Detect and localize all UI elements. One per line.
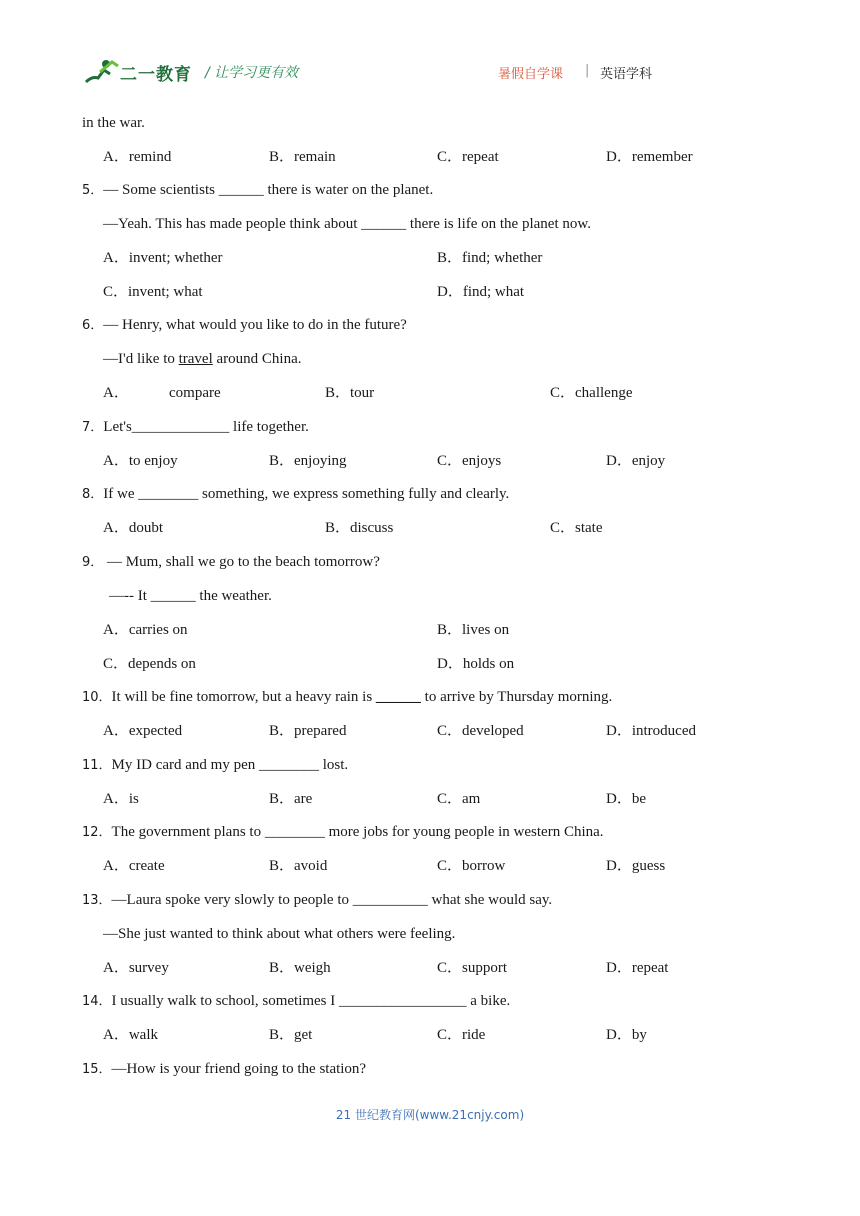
- question-text: —-- It ______ the weather.: [109, 588, 272, 604]
- option[interactable]: C．depends on: [103, 656, 196, 672]
- option[interactable]: compare: [169, 385, 221, 401]
- option-letter[interactable]: A．: [103, 385, 129, 401]
- question-number: 8．: [82, 487, 104, 502]
- subject-label: 英语学科: [600, 67, 653, 82]
- option[interactable]: B．discuss: [325, 520, 394, 536]
- option[interactable]: A．carries on: [103, 622, 188, 638]
- question-text: —Laura spoke very slowly to people to __________ what she would say.: [111, 892, 553, 908]
- question-text: The government plans to ________ more jobs for young people in western China.: [111, 824, 604, 840]
- question-5: [82, 181, 433, 200]
- question-text: I usually walk to school, sometimes I _________________ a bike.: [111, 993, 511, 1009]
- option[interactable]: D．introduced: [606, 723, 696, 739]
- question-text: — Some scientists ______ there is water on the planet.: [103, 182, 434, 198]
- brand-name: 二一教育: [120, 65, 192, 85]
- question-number: 5．: [82, 183, 104, 198]
- text-segment: around China.: [212, 351, 302, 367]
- option[interactable]: D．by: [606, 1027, 647, 1043]
- page-footer[interactable]: 21 世纪教育网(www.21cnjy.com): [335, 1108, 525, 1122]
- option[interactable]: D．holds on: [437, 656, 515, 672]
- question-11: [82, 756, 348, 775]
- question-10: [82, 688, 612, 707]
- option[interactable]: B．find; whether: [437, 250, 543, 266]
- option[interactable]: C．state: [550, 520, 603, 536]
- question-number: 14．: [82, 994, 112, 1009]
- option[interactable]: C．borrow: [437, 858, 506, 874]
- underlined-word: travel: [178, 351, 213, 367]
- option[interactable]: D．guess: [606, 858, 666, 874]
- option[interactable]: A．to enjoy: [103, 453, 178, 469]
- question-8: [82, 485, 509, 504]
- question-number: 10．: [82, 690, 112, 705]
- question-13: [82, 891, 552, 910]
- question-text: —Yeah. This has made people think about ______ there is life on the planet now.: [103, 216, 591, 232]
- option[interactable]: B．enjoying: [269, 453, 347, 469]
- question-text: If we ________ something, we express something fully and clearly.: [103, 486, 510, 502]
- question-text: in the war.: [82, 115, 145, 131]
- question-text: — Mum, shall we go to the beach tomorrow?: [103, 554, 380, 570]
- slogan: / 让学习更有效: [205, 65, 299, 81]
- question-number: 13．: [82, 893, 112, 908]
- option[interactable]: B．remain: [269, 149, 336, 165]
- question-number: 11．: [82, 758, 112, 773]
- option[interactable]: C．developed: [437, 723, 524, 739]
- option[interactable]: C．repeat: [437, 149, 499, 165]
- question-text: [103, 350, 302, 368]
- option[interactable]: A．invent; whether: [103, 250, 223, 266]
- option[interactable]: A．walk: [103, 1027, 158, 1043]
- text-segment: —I'd like to: [103, 351, 179, 367]
- header-separator: |: [585, 63, 590, 78]
- option[interactable]: B．tour: [325, 385, 375, 401]
- question-14: [82, 992, 510, 1011]
- page-header: [0, 0, 860, 100]
- option[interactable]: C．enjoys: [437, 453, 502, 469]
- question-number: 9．: [82, 555, 104, 570]
- option[interactable]: B．weigh: [269, 960, 331, 976]
- question-number: 6．: [82, 318, 104, 333]
- question-text: —How is your friend going to the station?: [111, 1061, 367, 1077]
- option[interactable]: A．is: [103, 791, 139, 807]
- course-label: 暑假自学课: [498, 67, 564, 82]
- option[interactable]: B．are: [269, 791, 313, 807]
- option[interactable]: A．create: [103, 858, 165, 874]
- question-7: [82, 418, 309, 437]
- question-number: 15．: [82, 1062, 112, 1077]
- option[interactable]: B．avoid: [269, 858, 328, 874]
- option[interactable]: A．survey: [103, 960, 169, 976]
- question-number: 7．: [82, 420, 104, 435]
- option[interactable]: D．repeat: [606, 960, 669, 976]
- question-9: [82, 553, 380, 572]
- question-6: [82, 316, 407, 335]
- option[interactable]: D．enjoy: [606, 453, 666, 469]
- option[interactable]: C．support: [437, 960, 508, 976]
- question-text: —She just wanted to think about what others were feeling.: [103, 926, 456, 942]
- question-text: Let's_____________ life together.: [103, 419, 309, 435]
- answer-blank: ______: [375, 689, 421, 705]
- question-15: [82, 1060, 366, 1079]
- option[interactable]: D．find; what: [437, 284, 525, 300]
- question-text: — Henry, what would you like to do in the future?: [103, 317, 407, 333]
- option[interactable]: A．remind: [103, 149, 172, 165]
- option[interactable]: D．be: [606, 791, 646, 807]
- option[interactable]: B．get: [269, 1027, 313, 1043]
- option[interactable]: C．am: [437, 791, 481, 807]
- question-number: 12．: [82, 825, 112, 840]
- option[interactable]: A．expected: [103, 723, 183, 739]
- option[interactable]: A．doubt: [103, 520, 164, 536]
- option[interactable]: D．remember: [606, 149, 693, 165]
- option[interactable]: C．ride: [437, 1027, 486, 1043]
- option[interactable]: C．challenge: [550, 385, 633, 401]
- option[interactable]: B．lives on: [437, 622, 510, 638]
- question-text: My ID card and my pen ________ lost.: [111, 757, 349, 773]
- question-text: It will be fine tomorrow, but a heavy rain is: [111, 689, 376, 705]
- option[interactable]: B．prepared: [269, 723, 347, 739]
- question-text: to arrive by Thursday morning.: [420, 689, 613, 705]
- option[interactable]: C．invent; what: [103, 284, 203, 300]
- question-12: [82, 823, 604, 842]
